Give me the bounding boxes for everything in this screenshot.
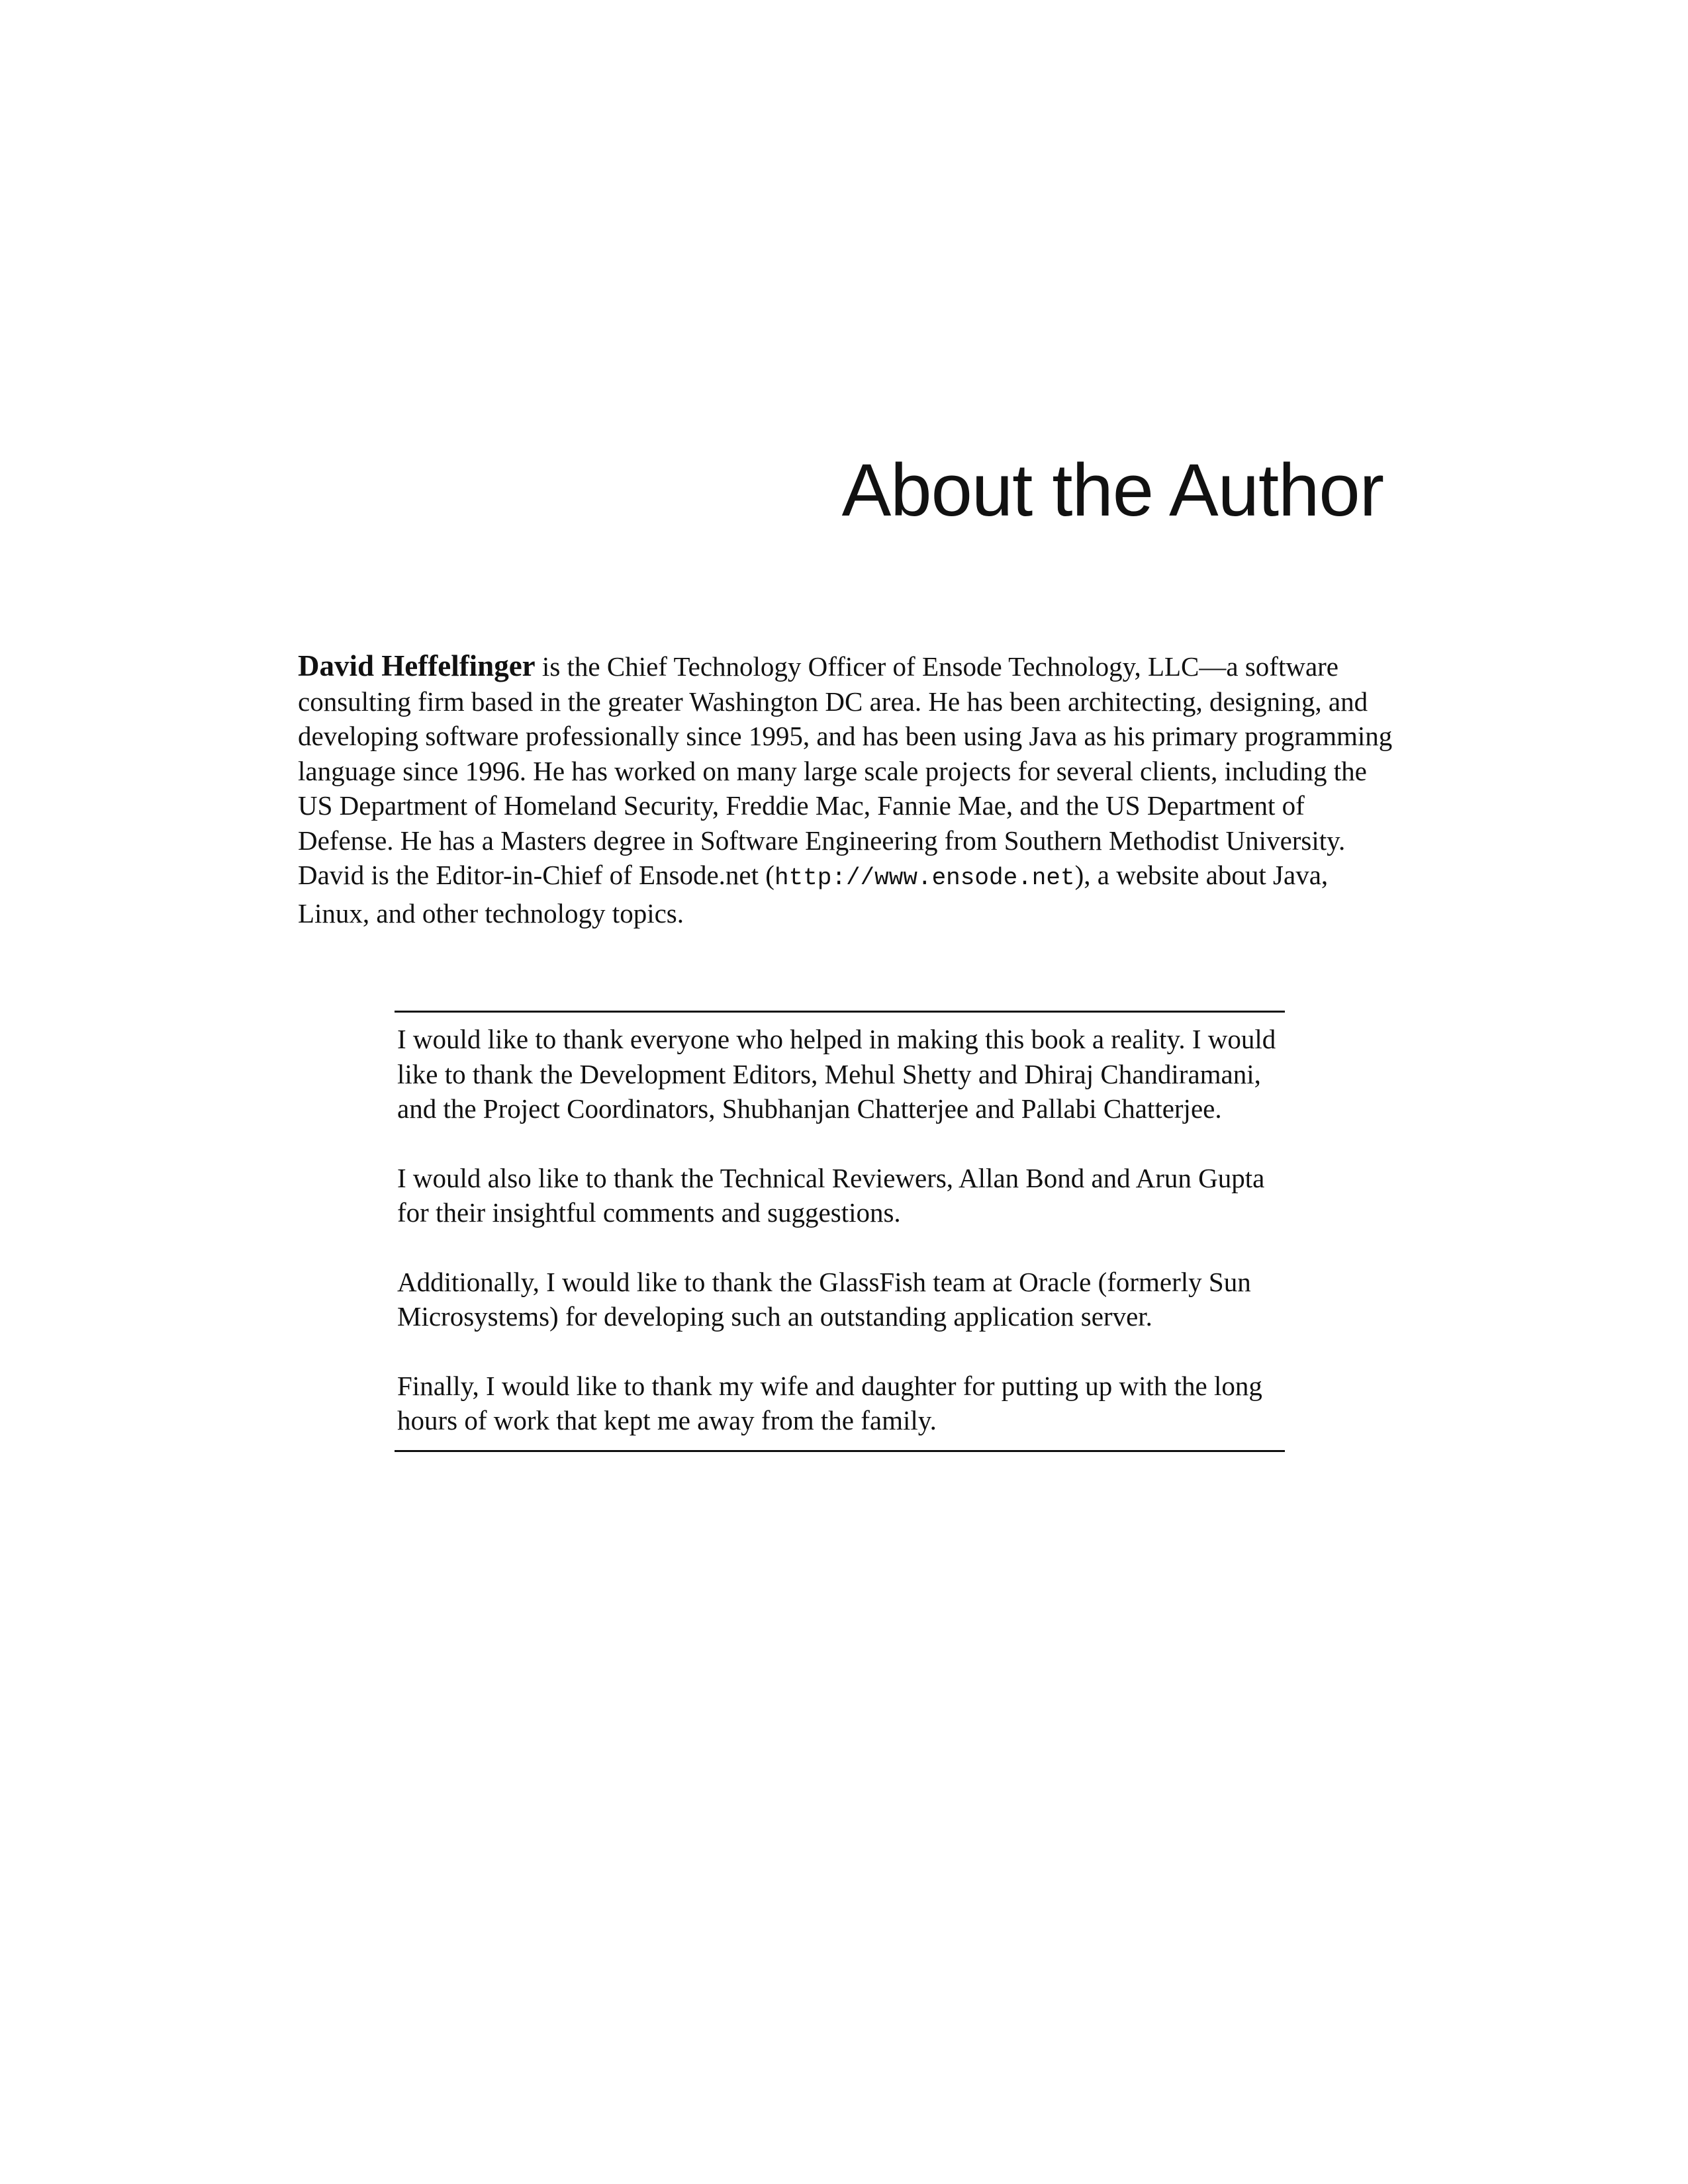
acknowledgement-paragraph: I would like to thank everyone who helped in making this book a reality. I would like to thank the Development Editors, Mehul Shetty and Dhiraj Chandiramani, and the Project Coordinators, Shubhanjan Chatterjee and Pallabi Chatterjee.: [397, 1024, 1276, 1124]
acknowledgement-paragraph: I would also like to thank the Technical Reviewers, Allan Bond and Arun Gupta for their insightful comments and suggestions.: [397, 1162, 1265, 1228]
acknowledgement-paragraph: Finally, I would like to thank my wife and daughter for putting up with the long hours of work that kept me away from the family.: [397, 1370, 1262, 1435]
bio-text: is the Chief Technology Officer of Ensode Technology, LLC—a software consulting firm based in the greater Washington DC area. He has been architecting, designing, and developing software professionally since 1995, and has been using Java as his primary programming language since 1996. He has worked on many large scale projects for several clients, including the US Department of Homeland Security, Freddie Mac, Fannie Mae, and the US Department of Defense. He has a Masters degree in Software Engineering from Southern Methodist University. David is the Editor-in-Chief of Ensode.net (: [298, 651, 1393, 890]
acknowledgement-paragraph: Additionally, I would like to thank the GlassFish team at Oracle (formerly Sun Microsystems) for developing such an outstanding application server.: [397, 1266, 1251, 1332]
author-bio: [298, 649, 1397, 931]
acknowledgements-box: [395, 1011, 1285, 1452]
bio-text-end: ), a website about Java, Linux, and other technology topics.: [298, 860, 1329, 929]
website-url: http://www.ensode.net: [774, 864, 1075, 891]
page-title: About the Author: [841, 449, 1383, 531]
author-name: David Heffelfinger: [298, 649, 536, 682]
